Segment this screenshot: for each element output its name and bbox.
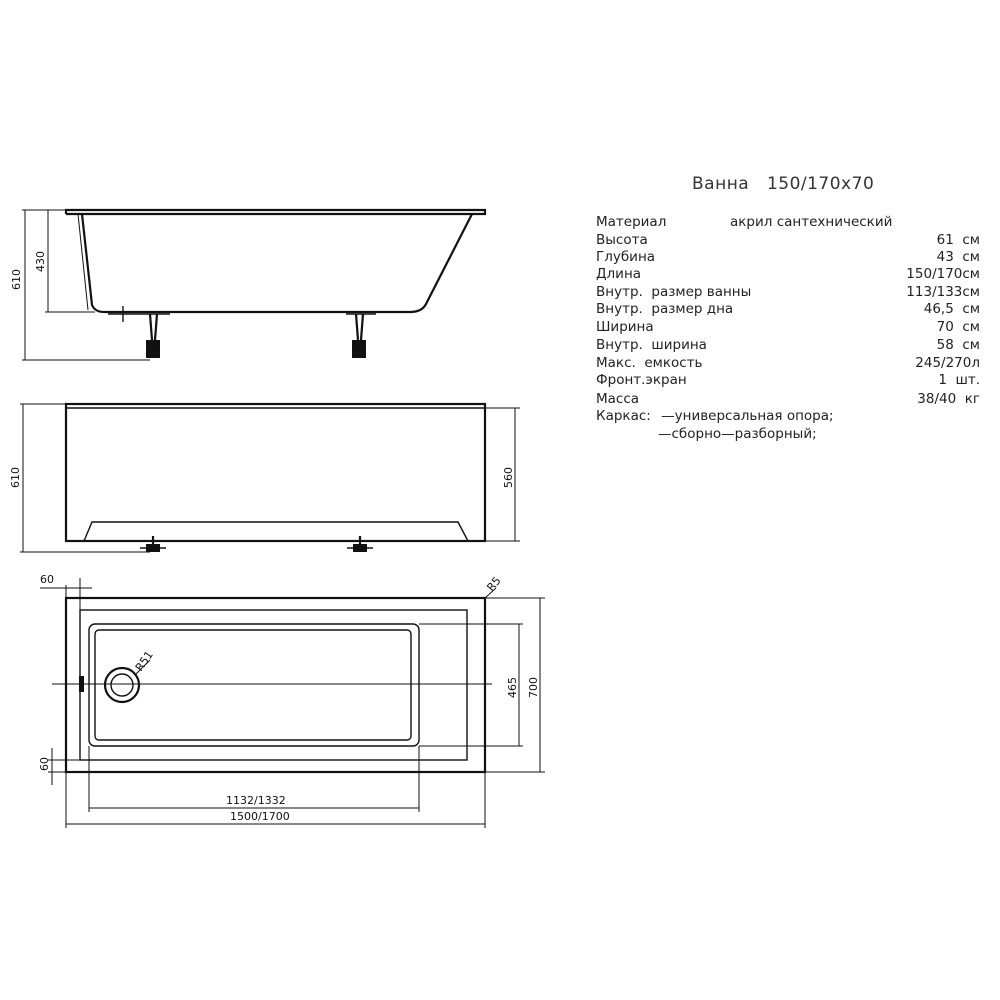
spec-row-label: Высота (596, 232, 648, 248)
spec-row-value: 46,5 см (923, 301, 980, 317)
spec-row-label: Внутр. размер дна (596, 301, 734, 317)
spec-row (596, 319, 980, 335)
spec-row-label: Макс. емкость (596, 355, 703, 371)
spec-row-label: Глубина (596, 249, 656, 265)
dim-side-height: 610 (10, 269, 23, 290)
front-view (9, 404, 520, 552)
spec-row-value: 245/270л (915, 355, 980, 371)
spec-frame-line2-row (658, 426, 817, 442)
spec-row (596, 249, 980, 265)
spec-frame-line2: —сборно—разборный; (658, 426, 817, 442)
dim-rim-bottom: 60 (38, 757, 51, 771)
spec-row (596, 355, 980, 371)
front-foot-right (347, 536, 373, 552)
spec-row-value: 113/133см (906, 284, 980, 300)
spec-row-value: 58 см (936, 337, 980, 353)
dim-front-height: 610 (9, 467, 22, 488)
spec-row (596, 284, 980, 300)
spec-material (596, 214, 896, 230)
dim-drain: R51 (132, 648, 156, 674)
spec-row-value: 70 см (936, 319, 980, 335)
spec-frame-line1: —универсальная опора; (661, 408, 834, 424)
drain-icon (105, 668, 139, 702)
spec-row (596, 266, 980, 282)
spec-row (596, 372, 980, 388)
dim-inner-width: 465 (506, 677, 519, 698)
spec-row (596, 337, 980, 353)
spec-row-value: 61 см (936, 232, 980, 248)
side-view (10, 210, 485, 360)
spec-row-label: Ширина (596, 319, 654, 335)
leg-left (140, 314, 170, 358)
leg-right (346, 314, 376, 358)
dim-front-panel: 560 (502, 467, 515, 488)
spec-row-label: Масса (596, 391, 640, 407)
spec-row (596, 391, 980, 407)
spec-row-label: Внутр. ширина (596, 337, 707, 353)
spec-row (596, 232, 980, 248)
spec-frame (596, 408, 834, 424)
spec-row-label: Фронт.экран (596, 372, 687, 388)
spec-material-label: Материал (596, 214, 667, 230)
spec-row-value: 43 см (936, 249, 980, 265)
spec-row-label: Длина (596, 266, 642, 282)
spec-row-value: 150/170см (906, 266, 980, 282)
spec-material-value: акрил сантехнический (730, 214, 893, 230)
product-title: Ванна 150/170х70 (692, 174, 875, 194)
spec-row (596, 301, 980, 317)
front-foot-left (140, 536, 166, 552)
spec-row-value: 38/40 кг (917, 391, 980, 407)
spec-row-value: 1 шт. (938, 372, 980, 388)
top-view (38, 573, 545, 828)
spec-row-label: Внутр. размер ванны (596, 284, 752, 300)
spec-frame-label: Каркас: (596, 408, 651, 424)
dim-outer-length: 1500/1700 (230, 810, 290, 823)
dim-outer-width: 700 (527, 677, 540, 698)
dim-inner-length: 1132/1332 (226, 794, 286, 807)
dim-side-depth: 430 (34, 251, 47, 272)
dim-rim-left: 60 (40, 573, 54, 586)
dim-corner-radius: R5 (484, 574, 504, 594)
